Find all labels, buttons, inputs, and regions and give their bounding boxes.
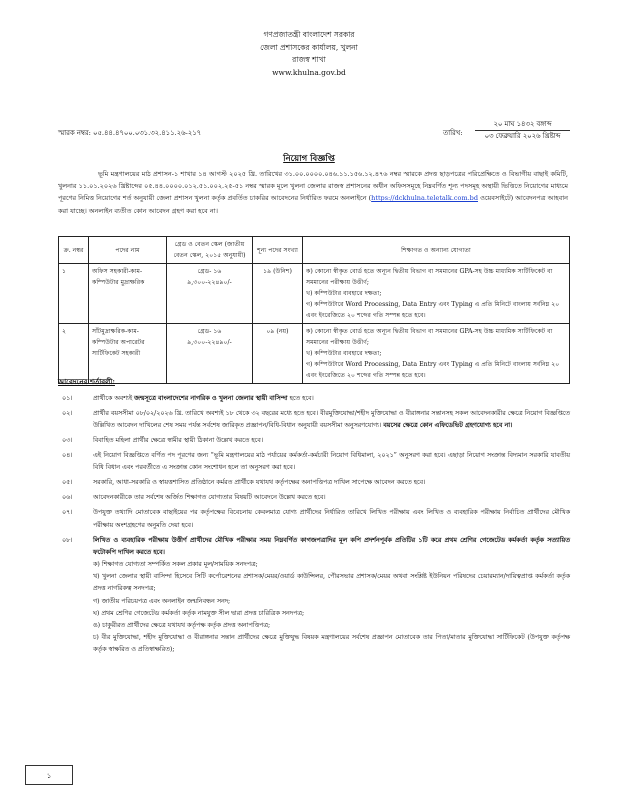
application-link[interactable]: https://dckhulna.teletalk.com.bd bbox=[371, 194, 478, 203]
condition-number: ০৮। bbox=[62, 536, 73, 544]
document-item: খ) খুলনা জেলার স্থায়ী বাসিন্দা হিসেবে সিটি কর্পোরেশনের প্রশাসক/মেয়র/ওয়ার্ড কাউন্সিলর, পৌরসভার প্রশাসক/মেয়র অথবা সংশ্লিষ্ট ইউনিয়ন পরিষদের চেয়ারম্যান/দায়িত্বপ্রাপ্ত কর্মকর্তা কর্তৃক প্রদত্ত নাগরিকত্ব সনদপত্র; bbox=[93, 573, 570, 593]
intro-text-1: ভূমি মন্ত্রণালয়ের মাঠ প্রশাসন-১ শাখার ১৪ আগস্ট ২০২৫ খ্রি. তারিখের ৩১.০০.০০০০.০৪৬.১১.১৫৬.১২.৪৭৬ নম্বর স্মারকে প্রদত্ত ছাড়পত্রের পরিপ্রেক্ষিতে ও বিভাগীয় বাছাই কমিটি, খুলনার ১১.০১.২০২৬ খ্রিষ্টাব্দের ০৫.৪৪.০০০০.০১২.৫১.০০২.২৫-৫১ নম্বর স্মারক মূলে খুলনা জেলার রাজস্ব প্রশাসনের অধীন অফিসসমূহে নিম্নবর্ণিত শূন্য পদসমূহ অস্থায়ী ভিত্তিতে নিয়োগের মাধ্যমে পূরণের নিমিত্ত নিয়োগের শর্ত অনুযায়ী জেলা প্রশাসন খুলনা কর্তৃক প্রবর্তিত চাকরির আবেদনের নির্ধারিত ফরমে অনলাইনে ( bbox=[58, 170, 568, 203]
row-qualification-cell bbox=[303, 324, 570, 384]
date-english: ০৩ ফেব্রুয়ারি ২০২৬ খ্রিষ্টাব্দ bbox=[484, 132, 561, 140]
document-item: গ) জাতীয় পরিচয়পত্র এবং অনলাইন জন্মনিবন্ধন সনদ; bbox=[93, 597, 231, 605]
date-label: তারিখ: bbox=[443, 129, 463, 137]
condition-number: ০৪। bbox=[62, 452, 73, 460]
letterhead bbox=[0, 29, 618, 79]
vacancy-table bbox=[58, 236, 570, 384]
condition-text: বিবাহিত মহিলা প্রার্থীর ক্ষেত্রে স্বামীর স্থায়ী ঠিকানা উল্লেখ করতে হবে। bbox=[93, 437, 263, 445]
table-row bbox=[59, 324, 570, 384]
condition-item bbox=[58, 450, 570, 474]
qualification-a: ক) কোনো স্বীকৃত বোর্ড হতে অন্যূন দ্বিতীয় বিভাগ বা সমমানের GPA-সহ উচ্চ মাধ্যমিক সার্টিফিকেট বা সমমানের পরীক্ষায় উত্তীর্ণ; bbox=[306, 328, 553, 346]
date-bangla: ২০ মাঘ ১৪৩২ বঙ্গাব্দ bbox=[475, 119, 570, 131]
table-header-row bbox=[59, 237, 570, 264]
condition-item bbox=[58, 435, 570, 447]
condition-text: সরকারি, আধা-সরকারি ও স্বায়ত্তশাসিত প্রতিষ্ঠানে কর্মরত প্রার্থীকে যথাযথ কর্তৃপক্ষের অনাপত্তিপত্র দাখিল সাপেক্ষে আবেদন করতে হবে। bbox=[93, 479, 426, 487]
document-item: ঙ) চাকুরীরত প্রার্থীদের ক্ষেত্রে যথাযথ কর্তৃপক্ষ কর্তৃক প্রদত্ত অনাপত্তিপত্র; bbox=[93, 622, 271, 630]
row-scale: ৯,৩০০-২২৪৯০/- bbox=[187, 279, 232, 286]
header-serial: ক্র. নম্বর bbox=[59, 237, 89, 264]
intro-paragraph bbox=[58, 168, 568, 217]
conditions-title: আবেদনের শর্তাবলী: bbox=[58, 377, 115, 386]
qualification-a: ক) কোনো স্বীকৃত বোর্ড হতে অন্যূন দ্বিতীয় বিভাগ বা সমমানের GPA-সহ উচ্চ মাধ্যমিক সার্টিফিকেট বা সমমানের পরীক্ষায় উত্তীর্ণ; bbox=[306, 268, 553, 286]
government-name: গণপ্রজাতন্ত্রী বাংলাদেশ সরকার bbox=[263, 30, 355, 39]
condition-item bbox=[58, 393, 570, 405]
condition-text: প্রার্থীকে অবশ্যই bbox=[93, 395, 135, 402]
condition-text: উপযুক্ত তথ্যাদি মোতাবেক বাছাইয়ের পর কর্তৃপক্ষের বিবেচনায় কেবলমাত্র যোগ্য প্রার্থীদের নির্ধারিত তারিখে লিখিত পরীক্ষায় এবং লিখিত ও ব্যবহারিক পরীক্ষায় নির্বাচিত প্রার্থীদের মৌখিক পরীক্ষায় অংশগ্রহণের অনুমতি দেয়া হবে। bbox=[93, 509, 570, 529]
conditions-list bbox=[58, 393, 570, 659]
qualification-c: গ) কম্পিউটারে Word Processing, Data Entry এবং Typing এ প্রতি মিনিটে বাংলায় সর্বনিম্ন ২০ এবং ইংরেজিতে ২০ শব্দের গতি সম্পন্ন হতে হবে। bbox=[306, 301, 560, 319]
condition-number: ০৬। bbox=[62, 494, 73, 502]
condition-item bbox=[58, 477, 570, 489]
header-qualification: শিক্ষাগত ও অন্যান্য যোগ্যতা bbox=[303, 237, 570, 264]
notice-title: নিয়োগ বিজ্ঞপ্তি bbox=[283, 154, 335, 164]
condition-number: ০৫। bbox=[62, 479, 73, 487]
document-item: ঘ) প্রথম শ্রেণির গেজেটেড কর্মকর্তা কর্তৃক নামযুক্ত সীল দ্বারা প্রদত্ত চারিত্রিক সনদপত্র; bbox=[93, 609, 305, 617]
intro-text-2: ওয়েবসাইটে) আবেদনপত্র আহবান করা যাচ্ছে। অনলাইন ব্যতীত কোন আবেদন গ্রহণ করা হবে না। bbox=[58, 194, 569, 215]
table-row bbox=[59, 264, 570, 324]
row-grade: গ্রেড- ১৬ bbox=[197, 268, 222, 275]
condition-item bbox=[58, 535, 570, 657]
qualification-c: গ) কম্পিউটারে Word Processing, Data Entry এবং Typing এ প্রতি মিনিটে বাংলায় সর্বনিম্ন ২০ এবং ইংরেজিতে ২০ শব্দের গতি সম্পন্ন হতে হবে। bbox=[306, 361, 560, 379]
condition-number: ০৩। bbox=[62, 437, 73, 445]
row-post: সাঁটমুদ্রাক্ষরিক-কাম-কম্পিউটার অপারেটর সার্টিফিকেট সহকারী bbox=[89, 324, 167, 384]
condition-number: ০২। bbox=[62, 410, 73, 417]
condition-text: আবেদনকারীকে তার সর্বশেষ অর্জিত শিক্ষাগত যোগ্যতার বিষয়টি আবেদনে উল্লেখ করতে হবে। bbox=[93, 494, 326, 502]
section-name: রাজস্ব শাখা bbox=[292, 55, 326, 64]
row-vacancy: ০৯ (নয়) bbox=[253, 324, 303, 384]
document-item: ক) শিক্ষাগত যোগ্যতা সম্পর্কিত সকল প্রকার মূল/সাময়িক সনদপত্র; bbox=[93, 561, 258, 569]
qualification-b: খ) কম্পিউটার ব্যবহারে দক্ষতা; bbox=[306, 350, 382, 357]
condition-item bbox=[58, 492, 570, 504]
row-grade: গ্রেড- ১৬ bbox=[197, 328, 222, 335]
header-grade: গ্রেড ও বেতন স্কেল (জাতীয় বেতন স্কেল, ২০১৫ অনুযায়ী) bbox=[167, 237, 253, 264]
page-number: ১ bbox=[25, 765, 73, 785]
row-scale: ৯,৩০০-২২৪৯০/- bbox=[187, 339, 232, 346]
document-item: চ) বীর মুক্তিযোদ্ধা, শহীদ মুক্তিযোদ্ধা ও বীরাঙ্গনার সন্তান প্রার্থীদের ক্ষেত্রে মুক্তিযুদ্ধ বিষয়ক মন্ত্রণালয়ের সর্বশেষ প্রজ্ঞাপন মোতাবেক তার পিতা/মাতার মুক্তিযোদ্ধা সার্টিফিকেট (উপযুক্ত কর্তৃপক্ষ কর্তৃক স্বাক্ষরিত ও প্রতিস্বাক্ষরিত); bbox=[93, 634, 570, 654]
header-post: পদের নাম bbox=[89, 237, 167, 264]
condition-bold-text: জন্মসূত্রে বাংলাদেশের নাগরিক ও খুলনা জেলার স্থায়ী বাসিন্দা bbox=[134, 395, 288, 402]
row-grade-cell bbox=[167, 264, 253, 324]
condition-number: ০১। bbox=[62, 395, 73, 402]
row-grade-cell bbox=[167, 324, 253, 384]
condition-number: ০৭। bbox=[62, 509, 73, 517]
row-post: অফিস সহকারী-কাম-কম্পিউটার মুদ্রাক্ষরিক bbox=[89, 264, 167, 324]
office-name: জেলা প্রশাসকের কার্যালয়, খুলনা bbox=[260, 42, 358, 52]
condition-item bbox=[58, 408, 570, 432]
condition-text-end: হতে হবে। bbox=[287, 395, 314, 402]
condition-bold-text: লিখিত ও ব্যবহারিক পরীক্ষায় উত্তীর্ণ প্রার্থীদের মৌখিক পরীক্ষার সময় নিম্নবর্ণিত কাগজপত্রাদির মূল কপি প্রদর্শনপূর্বক প্রতিটির ১টি করে প্রথম শ্রেণির গেজেটেড কর্মকর্তা কর্তৃক সত্যায়িত ফটোকপি দাখিল করতে হবে। bbox=[93, 536, 570, 556]
header-vacancy: শূন্য পদের সংখ্যা bbox=[253, 237, 303, 264]
row-vacancy: ১৯ (উনিশ) bbox=[253, 264, 303, 324]
memo-number: স্মারক নম্বর: ০৫.৪৪.৪৭০০.০৩১.৩২.৪১১.২৬-২১৭ bbox=[58, 129, 202, 137]
row-serial: ২ bbox=[59, 324, 89, 384]
date-box bbox=[475, 119, 570, 142]
condition-text: এই নিয়োগ বিজ্ঞপ্তিতে বর্ণিত পদ পূরণের জন্য “ভূমি মন্ত্রণালয়ের মাঠ পর্যায়ের কর্মকর্তা-কর্মচারী নিয়োগ বিধিমালা, ২০২১” অনুসরণ করা হবে। এছাড়া নিয়োগ সংক্রান্ত বিদ্যমান সরকারি যাবতীয় বিধি বিধান এবং পরবর্তীতে এ সংক্রান্ত কোন সংশোধন হলে তা অনুসরণ করা হবে। bbox=[93, 452, 570, 472]
row-qualification-cell bbox=[303, 264, 570, 324]
qualification-b: খ) কম্পিউটার ব্যবহারে দক্ষতা; bbox=[306, 290, 382, 297]
condition-bold-text: বয়সের ক্ষেত্রে কোন এফিডেভিট গ্রহণযোগ্য হবে না। bbox=[383, 422, 513, 430]
condition-item bbox=[58, 507, 570, 531]
condition-text: প্রার্থীর বয়সসীমা ০৮/০২/২০২৬ খ্রি. তারিখে অবশ্যই ১৮ থেকে ৩২ বছরের মধ্যে হতে হবে। বীরমুক্তিযোদ্ধা/শহীদ মুক্তিযোদ্ধা ও বীরাঙ্গনার সন্তানসহ সকল আবেদনকারীর ক্ষেত্রে নিয়োগ বিজ্ঞপ্তিতে উল্লিখিত আবেদন দাখিলের শেষ সময় পর্যন্ত সর্বশেষ জারিকৃত প্রজ্ঞাপন/বিধি-বিধান অনুযায়ী বয়সসীমা অনুসরণযোগ্য। bbox=[93, 410, 570, 430]
row-serial: ১ bbox=[59, 264, 89, 324]
website-link[interactable]: www.khulna.gov.bd bbox=[272, 67, 346, 77]
